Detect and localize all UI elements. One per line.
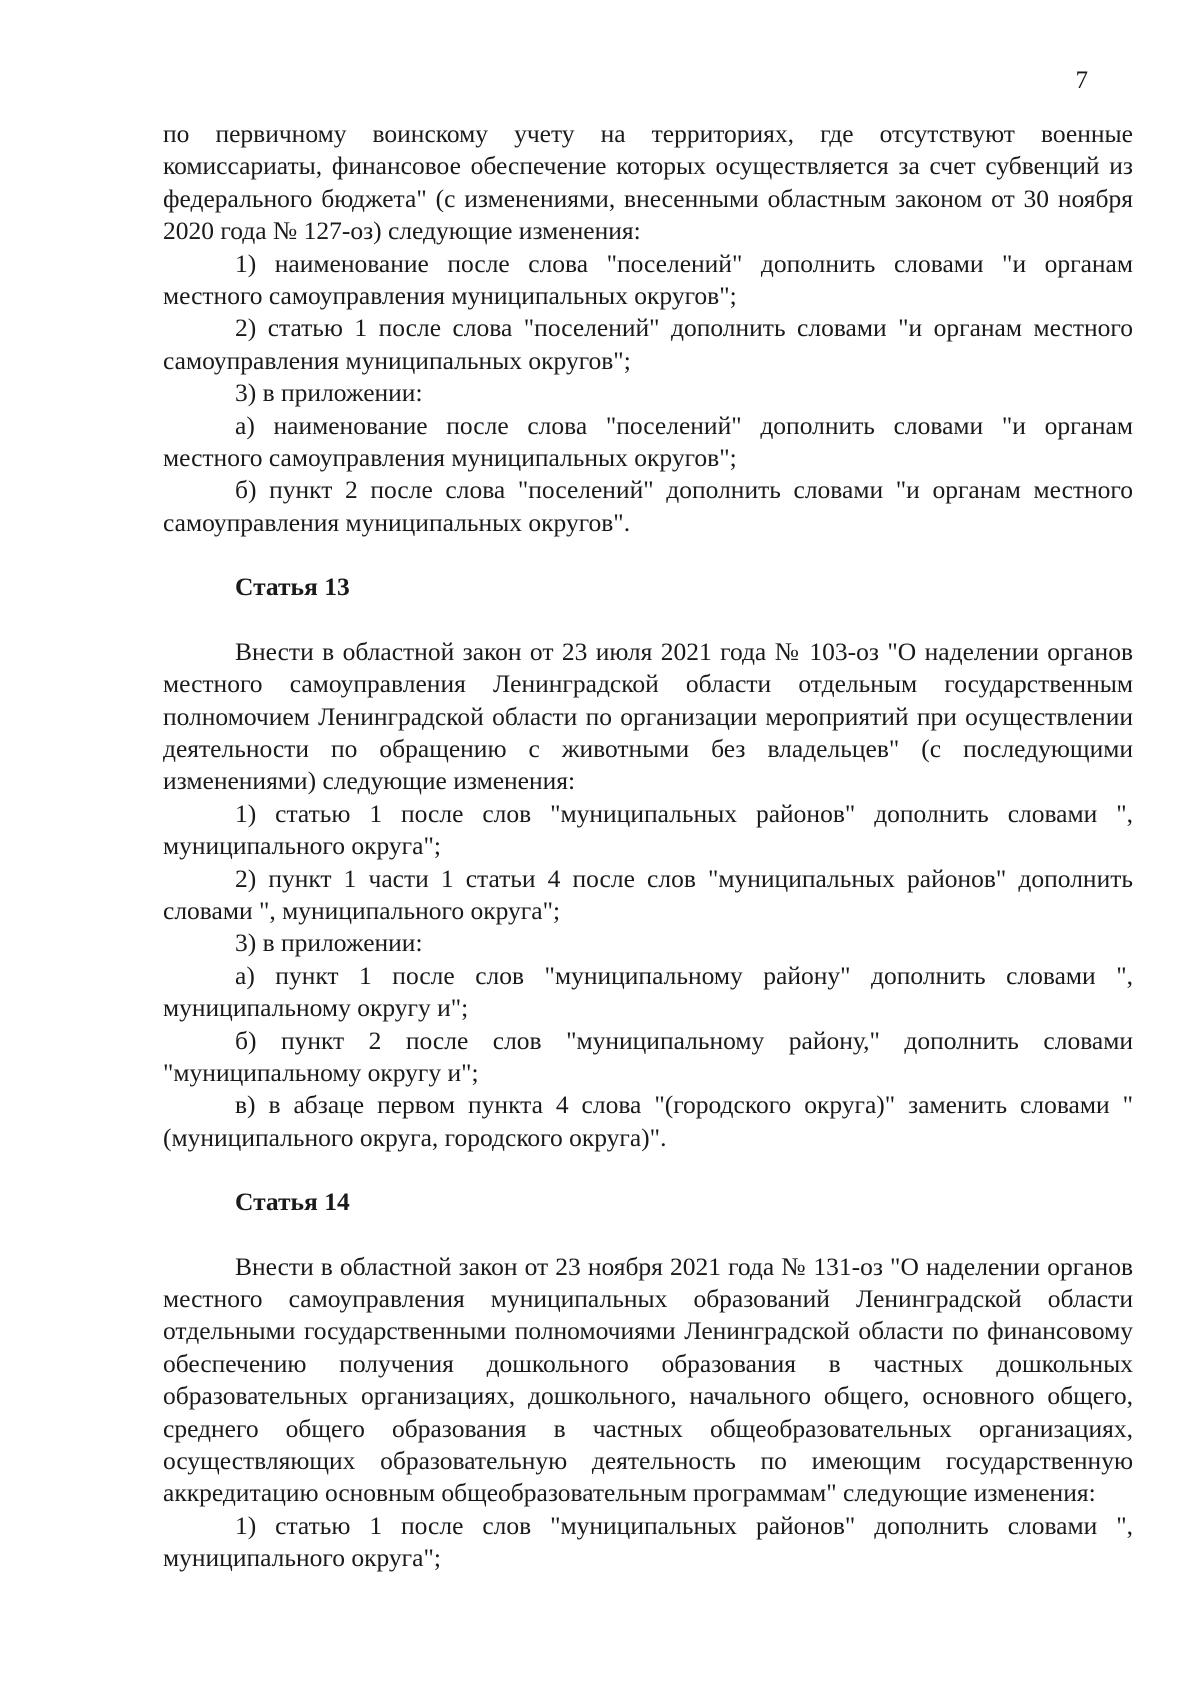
list-item: 3) в приложении:	[235, 928, 423, 958]
list-item: 3) в приложении:	[235, 378, 423, 408]
list-item: 2) статью 1 после слова "поселений" дополнить словами "и органам местного самоуправления муниципальных округов";	[163, 313, 1133, 375]
document-body	[163, 118, 1133, 1575]
list-item: а) пункт 1 после слов "муниципальному району" дополнить словами ", муниципальному округу и";	[163, 960, 1133, 1023]
paragraph: Внести в областной закон от 23 ноября 2021 года № 131-оз "О наделении органов местного самоуправления муниципальных образований Ленинградской области отдельными государственными полномочиями Ленинградской области по финансовому обеспечению получения дошкольного образования в частных дошкольных образовательных организациях, дошкольного, начального общего, основного общего, среднего общего образования в частных общеобразовательных организациях, осуществляющих образовательную деятельность по имеющим государственную аккредитацию основным общеобразовательным программам" следующие изменения:	[163, 1251, 1133, 1508]
article-13-heading: Статья 13	[235, 572, 350, 602]
list-item: в) в абзаце первом пункта 4 слова "(городского округа)" заменить словами "(муниципального округа, городского округа)".	[163, 1090, 1133, 1152]
list-item: 1) наименование после слова "поселений" дополнить словами "и органам местного самоуправления муниципальных округов";	[163, 248, 1133, 311]
paragraph: по первичному воинскому учету на территориях, где отсутствуют военные комиссариаты, финансовое обеспечение которых осуществляется за счет субвенций из федерального бюджета" (с изменениями, внесенными областным законом от 30 ноября 2020 года № 127-оз) следующие изменения:	[163, 119, 1133, 246]
list-item: 1) статью 1 после слов "муниципальных районов" дополнить словами ", муниципального округа";	[163, 1510, 1133, 1573]
list-item: а) наименование после слова "поселений" дополнить словами "и органам местного самоуправления муниципальных округов";	[163, 410, 1133, 473]
paragraph: Внести в областной закон от 23 июля 2021 года № 103-оз "О наделении органов местного самоуправления Ленинградской области отдельным государственным полномочием Ленинградской области по организации мероприятий при осуществлении деятельности по обращению с животными без владельцев" (с последующими изменениями) следующие изменения:	[163, 636, 1133, 796]
list-item: б) пункт 2 после слов "муниципальному району," дополнить словами "муниципальному округу и";	[163, 1025, 1133, 1087]
page-number: 7	[1075, 67, 1088, 94]
list-item: 2) пункт 1 части 1 статьи 4 после слов "муниципальных районов" дополнить словами ", муниципального округа";	[163, 863, 1133, 925]
list-item: б) пункт 2 после слова "поселений" дополнить словами "и органам местного самоуправления муниципальных округов".	[163, 475, 1133, 537]
list-item: 1) статью 1 после слов "муниципальных районов" дополнить словами ", муниципального округа";	[163, 798, 1133, 861]
article-14-heading: Статья 14	[235, 1187, 350, 1217]
